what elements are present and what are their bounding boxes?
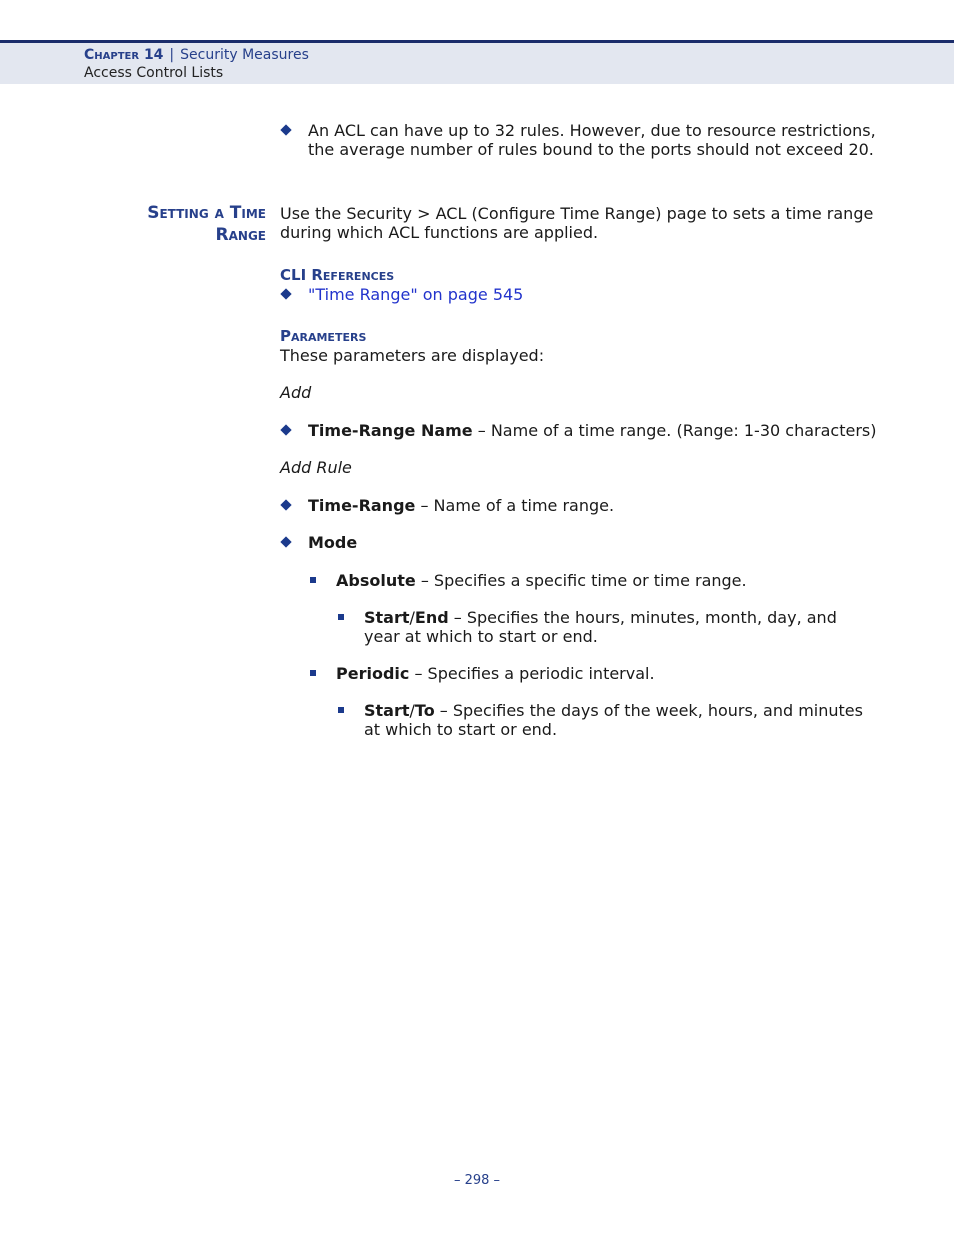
time-range-item xyxy=(308,496,614,515)
section-intro: Use the Security > ACL (Configure Time Range) page to sets a time range during which ACL functions are applied. xyxy=(280,204,874,242)
square-bullet-icon xyxy=(338,707,344,713)
diamond-bullet-icon xyxy=(280,536,291,547)
item-term: Time-Range xyxy=(308,496,416,515)
item-term: Periodic xyxy=(336,664,410,683)
add-rule-label: Add Rule xyxy=(280,458,352,477)
add-label: Add xyxy=(280,383,312,402)
item-term: End xyxy=(414,608,449,627)
item-term: Time-Range Name xyxy=(308,421,473,440)
square-bullet-icon xyxy=(338,614,344,620)
time-range-name-item xyxy=(308,421,876,440)
item-slash: / xyxy=(409,701,415,720)
page-header xyxy=(0,40,954,84)
mode-item xyxy=(308,533,357,552)
chapter-line xyxy=(84,47,309,63)
item-term: Mode xyxy=(308,533,358,552)
item-slash: / xyxy=(409,608,415,627)
item-term: Start xyxy=(364,608,410,627)
section-heading-line1: Setting a Time xyxy=(147,203,266,223)
chapter-label: Chapter 14 xyxy=(84,47,164,63)
intro-bullet-text: An ACL can have up to 32 rules. However, due to resource restrictions, the average number of rules bound to the ports should not exceed 20. xyxy=(308,121,876,159)
diamond-bullet-icon xyxy=(280,124,291,135)
item-term: Start xyxy=(364,701,410,720)
item-term: To xyxy=(414,701,435,720)
periodic-start-to-item xyxy=(364,701,874,739)
item-desc: – Specifies a specific time or time range. xyxy=(415,571,747,590)
section-title: Access Control Lists xyxy=(84,65,224,81)
chapter-title: Security Measures xyxy=(180,47,309,63)
item-desc: – Specifies the days of the week, hours, and minutes at which to start or end. xyxy=(364,701,863,739)
section-heading xyxy=(66,202,266,246)
item-desc: – Specifies the hours, minutes, month, day, and year at which to start or end. xyxy=(364,608,837,646)
diamond-bullet-icon xyxy=(280,424,291,435)
diamond-bullet-icon xyxy=(280,288,291,299)
parameters-intro: These parameters are displayed: xyxy=(280,346,545,365)
item-desc: – Name of a time range. xyxy=(415,496,615,515)
section-heading-line2: Range xyxy=(215,225,266,245)
cli-references-heading: CLI References xyxy=(280,266,395,284)
page-number: – 298 – xyxy=(453,1173,501,1188)
square-bullet-icon xyxy=(310,670,316,676)
item-term: Absolute xyxy=(336,571,416,590)
item-desc: – Name of a time range. (Range: 1-30 characters) xyxy=(472,421,877,440)
absolute-item xyxy=(336,571,747,590)
absolute-start-end-item xyxy=(364,608,874,646)
header-separator: | xyxy=(169,47,175,63)
square-bullet-icon xyxy=(310,577,316,583)
parameters-heading: Parameters xyxy=(280,327,367,345)
item-desc: – Specifies a periodic interval. xyxy=(409,664,655,683)
diamond-bullet-icon xyxy=(280,499,291,510)
cli-reference-link[interactable]: "Time Range" on page 545 xyxy=(308,285,524,304)
periodic-item xyxy=(336,664,655,683)
